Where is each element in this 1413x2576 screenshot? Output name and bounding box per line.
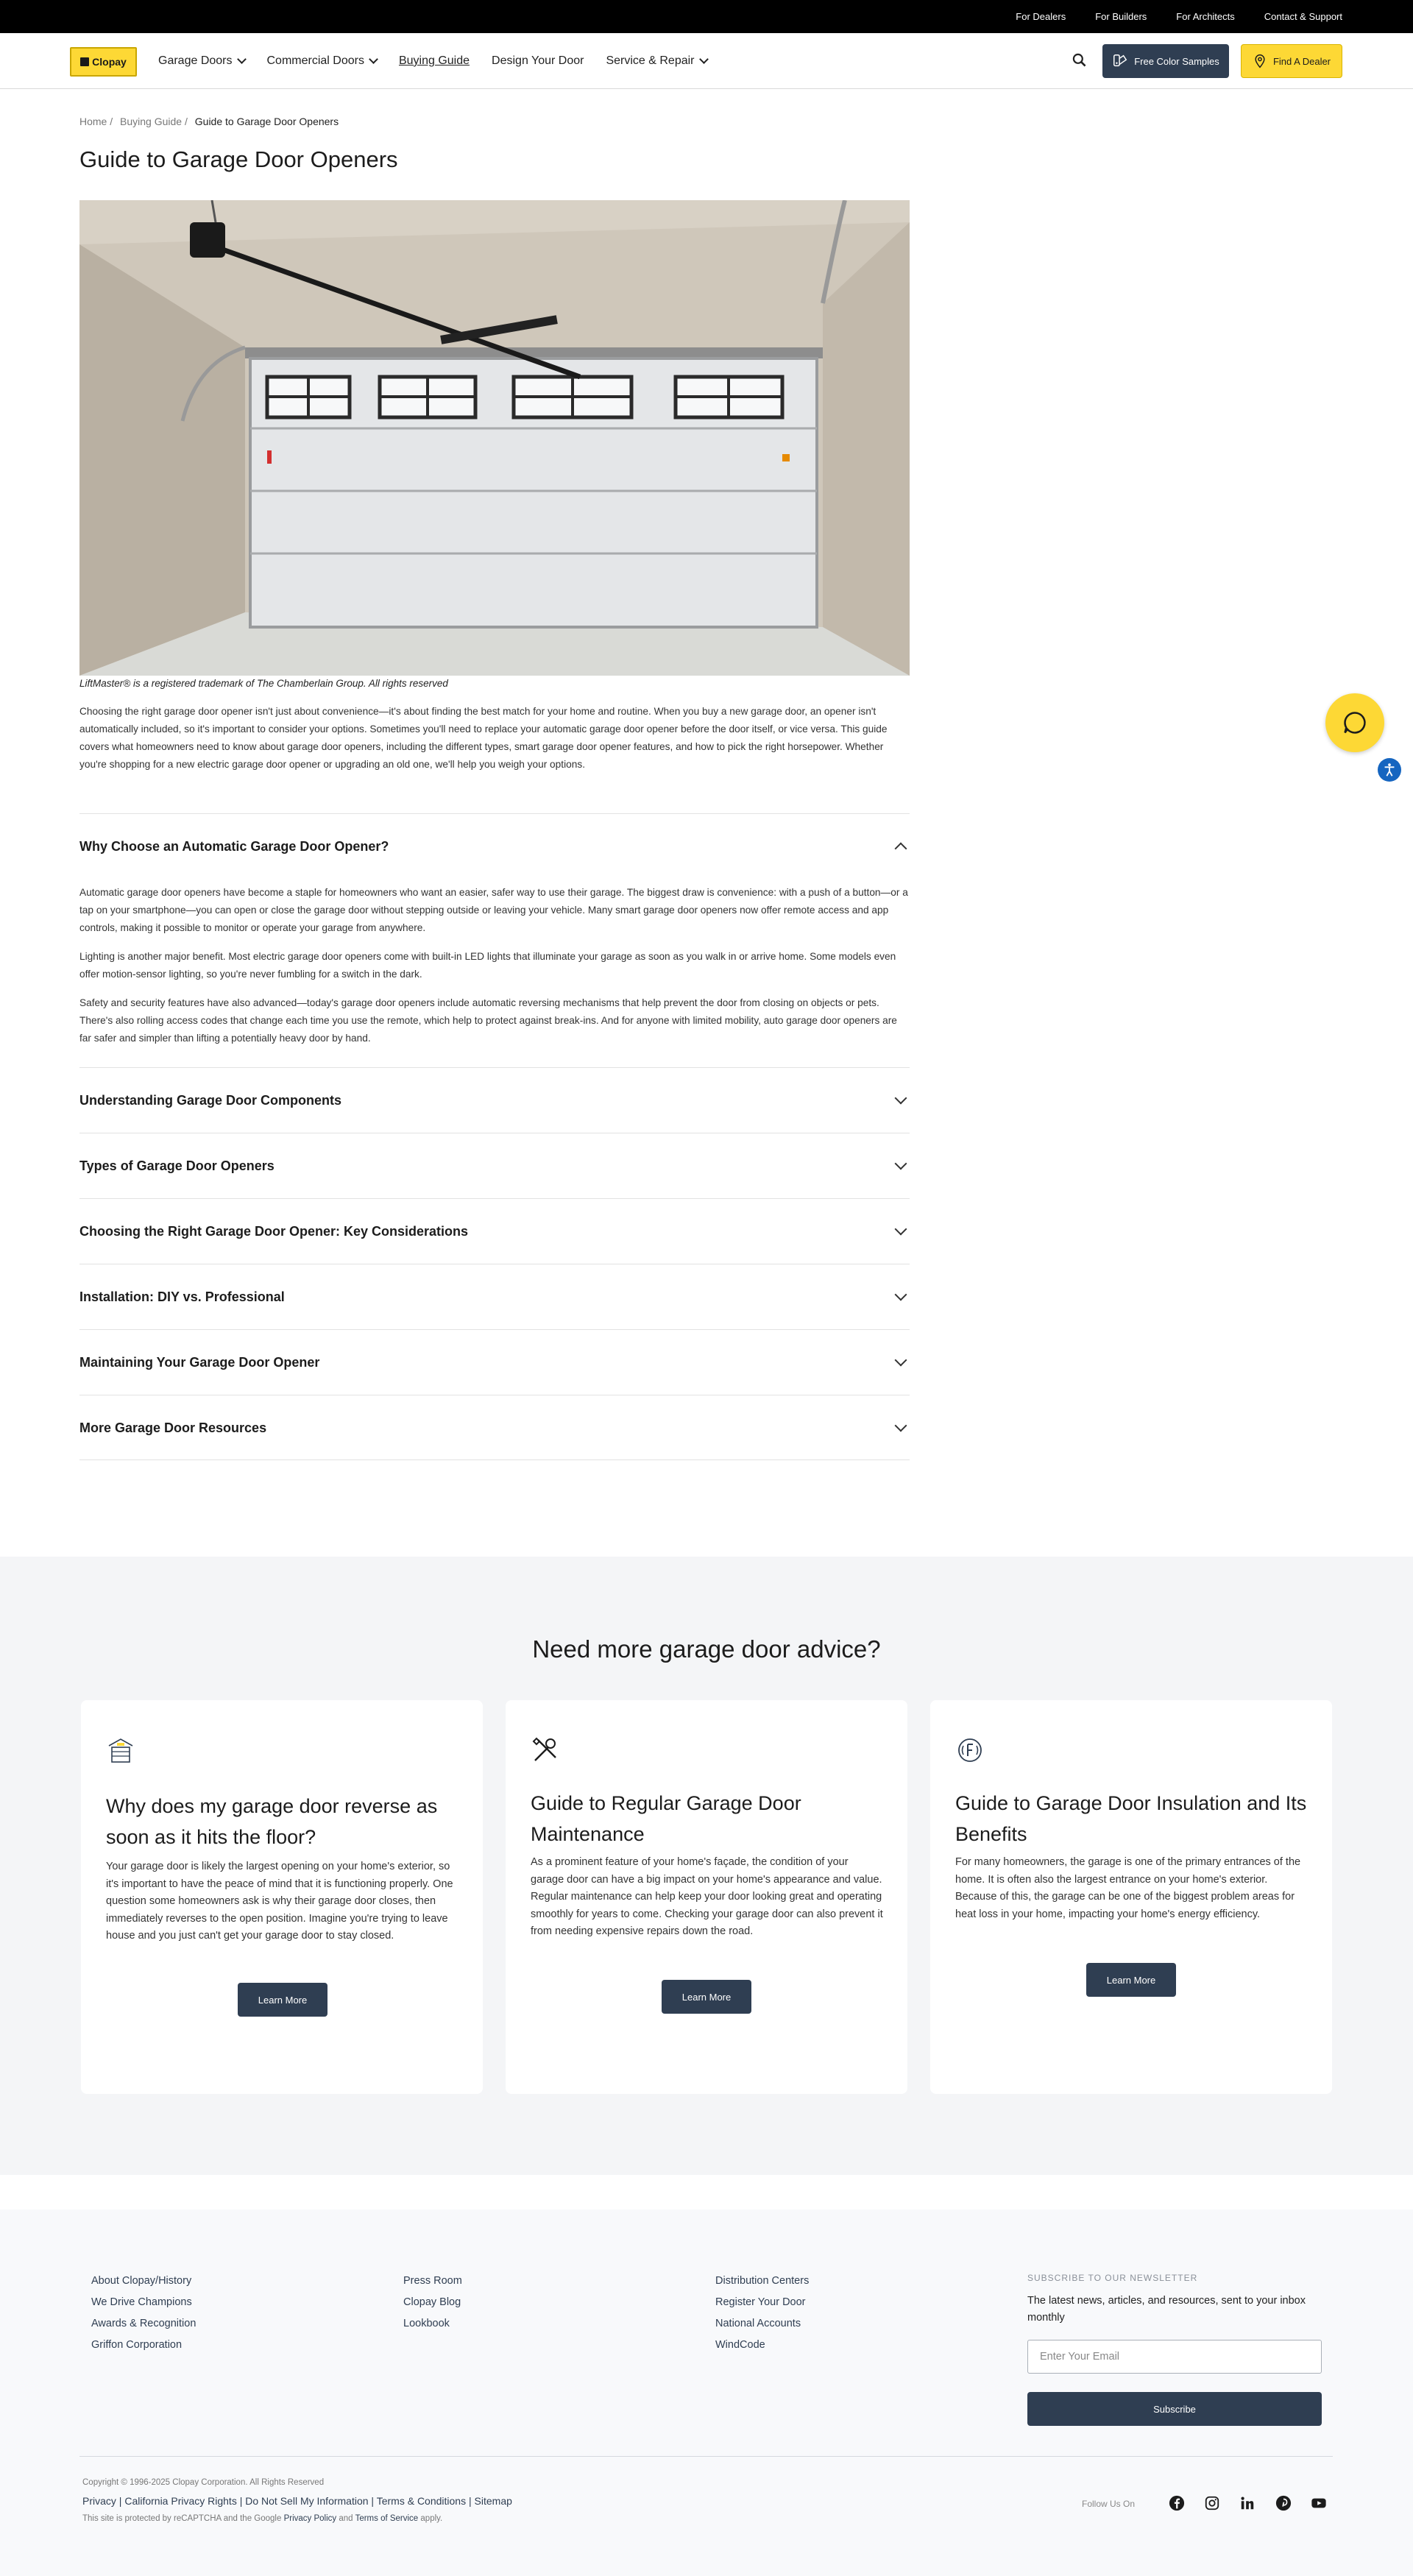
nav-design-your-door[interactable] — [492, 54, 584, 68]
accordion-title: Maintaining Your Garage Door Opener — [79, 1354, 320, 1370]
nav-label: Garage Doors — [158, 54, 233, 67]
legal-links: Privacy | California Privacy Rights | Do Not Sell My Information | Terms & Conditions | Sitemap — [82, 2495, 512, 2507]
accordion-title: Choosing the Right Garage Door Opener: Key Considerations — [79, 1223, 469, 1239]
footer-link[interactable]: Lookbook — [403, 2318, 450, 2329]
footer-divider — [79, 2456, 1333, 2457]
advice-card — [81, 1700, 483, 2094]
chevron-up-icon — [895, 843, 907, 855]
breadcrumb: Home / Buying Guide / Guide to Garage Door Openers — [79, 116, 339, 127]
recaptcha-text: This site is protected by reCAPTCHA and the Google — [82, 2514, 282, 2523]
youtube-icon[interactable] — [1309, 2494, 1328, 2513]
accordion-header[interactable] — [79, 1264, 910, 1329]
accordion-header[interactable] — [79, 1330, 910, 1395]
advice-card — [930, 1700, 1332, 2094]
intro-paragraph: Choosing the right garage door opener isn't just about convenience—it's about finding the best match for your home and routine. When you buy a new garage door, an opener isn't automatically included, so it's important to consider your options. Sometimes you'll need to replace your automatic garage door opener before the door itself, or vice versa. This guide covers what homeowners need to know about garage door openers, including the different types, smart garage door opener features, and how to pick the right horsepower. Whether you're shopping for a new electric garage door opener or upgrading an old one, we'll help you weigh your options. — [79, 706, 888, 770]
search-icon[interactable] — [1070, 51, 1089, 70]
footer-link[interactable]: About Clopay/History — [91, 2275, 192, 2287]
card-title: Guide to Regular Garage Door Maintenance — [531, 1792, 801, 1845]
garage-icon — [106, 1735, 135, 1765]
footer-link[interactable]: WindCode — [715, 2339, 765, 2351]
garage-interior-illustration — [79, 200, 910, 676]
dealer-label: Find A Dealer — [1272, 55, 1331, 67]
facebook-icon[interactable] — [1167, 2494, 1186, 2513]
chevron-down-icon — [237, 54, 247, 64]
accordion-paragraph: Safety and security features have also advanced—today's garage door openers include automatic reversing mechanisms that help prevent the door from closing on objects or pets. There's also rolling access codes that change each time you use the remote, which help to protect against break-ins. And for anyone with limited mobility, auto garage door openers are far safer and simpler than lifting a potentially heavy door by hand. — [79, 997, 897, 1044]
clopay-logo[interactable] — [70, 47, 137, 77]
instagram-icon[interactable] — [1203, 2494, 1222, 2513]
footer-column — [715, 2271, 809, 2356]
site-header — [0, 33, 1413, 89]
accordion-body — [79, 879, 910, 1047]
link-terms[interactable]: Terms & Conditions — [376, 2495, 467, 2507]
accordion-item-types — [79, 1133, 910, 1198]
copyright-text: Copyright © 1996-2025 Clopay Corporation. All Rights Reserved — [82, 2478, 325, 2487]
accordion-item-key-considerations — [79, 1198, 910, 1264]
nav-buying-guide[interactable] — [399, 54, 470, 68]
logo-text: Clopay — [92, 56, 127, 68]
link-contact-support[interactable]: Contact & Support — [1264, 11, 1342, 22]
breadcrumb-current: Guide to Garage Door Openers — [194, 116, 339, 127]
nav-label: Buying Guide — [398, 54, 470, 67]
chat-button[interactable] — [1325, 693, 1384, 752]
newsletter-text: The latest news, articles, and resources, sent to your inbox monthly — [1027, 2295, 1306, 2324]
link-google-privacy[interactable]: Privacy Policy — [283, 2514, 337, 2523]
advice-card — [506, 1700, 907, 2094]
chevron-down-icon — [895, 1354, 907, 1367]
pinterest-icon[interactable] — [1274, 2494, 1293, 2513]
accordion-title: Understanding Garage Door Components — [79, 1092, 342, 1108]
accordion-item-maintaining — [79, 1329, 910, 1395]
accessibility-button[interactable] — [1378, 758, 1401, 782]
link-do-not-sell[interactable]: Do Not Sell My Information — [245, 2495, 369, 2507]
footer-link[interactable]: Distribution Centers — [715, 2275, 810, 2287]
accordion-item-resources — [79, 1395, 910, 1460]
accordion-item-why-automatic — [79, 813, 910, 1058]
recaptcha-text: and — [339, 2514, 353, 2523]
follow-label: Follow Us On — [1082, 2499, 1136, 2509]
accessibility-icon — [1381, 762, 1398, 778]
hero-image — [79, 200, 910, 676]
card-text: As a prominent feature of your home's façade, the condition of your garage door can have a big impact on your home's appearance and value. Regular maintenance can help keep your door looking great and operating smoothly for years to come. Checking your garage door can also prevent it from needing expensive repairs down the road. — [531, 1856, 883, 1937]
link-for-builders[interactable]: For Builders — [1095, 11, 1147, 22]
chevron-down-icon — [895, 1420, 907, 1432]
nav-service-repair[interactable] — [606, 54, 706, 68]
card-text: Your garage door is likely the largest opening on your home's exterior, so it's important to have the peace of mind that it is functioning properly. One question some homeowners ask is why their garage door closes, then immediately reverses to the open position. Imagine you're trying to leave house and you just can't get your garage door to stay closed. — [106, 1861, 453, 1942]
location-pin-icon — [1253, 53, 1267, 69]
advice-section — [0, 1557, 1413, 2175]
footer-link[interactable]: Griffon Corporation — [91, 2339, 183, 2351]
linkedin-icon[interactable] — [1238, 2494, 1257, 2513]
chevron-down-icon — [895, 1223, 907, 1236]
accordion-title: Installation: DIY vs. Professional — [79, 1289, 285, 1304]
chevron-down-icon — [895, 1092, 907, 1105]
link-sitemap[interactable]: Sitemap — [474, 2495, 512, 2507]
footer-link[interactable]: Press Room — [403, 2275, 462, 2287]
find-a-dealer-button[interactable] — [1241, 44, 1342, 78]
chevron-down-icon — [895, 1289, 907, 1301]
nav-label: Service & Repair — [606, 54, 695, 67]
logo-mark-icon — [80, 57, 89, 66]
accordion-title: Types of Garage Door Openers — [79, 1158, 275, 1173]
hero-caption: LiftMaster® is a registered trademark of The Chamberlain Group. All rights reserved — [79, 678, 448, 689]
insulation-icon — [955, 1735, 985, 1765]
advice-heading: Need more garage door advice? — [532, 1635, 881, 1663]
footer-link[interactable]: National Accounts — [715, 2318, 801, 2329]
nav-commercial-doors[interactable] — [267, 54, 377, 68]
accordion-header[interactable] — [79, 1395, 910, 1460]
footer-link[interactable]: Clopay Blog — [403, 2296, 461, 2308]
footer-link[interactable]: Awards & Recognition — [91, 2318, 196, 2329]
accordion-header[interactable] — [79, 1068, 910, 1133]
learn-more-button[interactable]: Learn More — [1086, 1963, 1176, 1997]
recaptcha-text: apply. — [420, 2514, 443, 2523]
chevron-down-icon — [369, 54, 378, 64]
link-google-terms[interactable]: Terms of Service — [355, 2514, 419, 2523]
accordion-paragraph: Automatic garage door openers have become a staple for homeowners who want an easier, safer way to use their garage. The biggest draw is convenience: with a push of a button—or a tap on your smartphone—you can open or close the garage door without stepping outside or leaving your vehicle. Many smart garage door openers now offer remote access and app controls, making it possible to monitor or operate your garage from anywhere. — [79, 887, 908, 933]
link-for-dealers[interactable]: For Dealers — [1016, 11, 1066, 22]
page-title: Guide to Garage Door Openers — [79, 146, 398, 172]
site-footer — [0, 2209, 1413, 2576]
chevron-down-icon — [699, 54, 709, 64]
top-bar — [0, 0, 1413, 33]
nav-label: Commercial Doors — [266, 54, 364, 67]
accordion-title: Why Choose an Automatic Garage Door Opener? — [79, 838, 389, 854]
nav-label: Design Your Door — [492, 54, 584, 67]
chat-bubble-icon — [1341, 709, 1369, 737]
footer-column — [403, 2271, 462, 2335]
free-color-samples-button[interactable] — [1102, 44, 1229, 78]
nav-garage-doors[interactable] — [158, 54, 245, 68]
swatch-icon — [1112, 53, 1128, 69]
link-privacy[interactable]: Privacy — [82, 2495, 116, 2507]
learn-more-button[interactable]: Learn More — [238, 1983, 327, 2017]
footer-link[interactable]: Register Your Door — [715, 2296, 806, 2308]
accordion-item-installation — [79, 1264, 910, 1329]
samples-label: Free Color Samples — [1134, 55, 1219, 67]
breadcrumb-buying-guide[interactable]: Buying Guide — [120, 116, 183, 127]
accordion-header[interactable] — [79, 1133, 910, 1198]
accordion-bottom-divider — [79, 1459, 910, 1460]
footer-link[interactable]: We Drive Champions — [91, 2296, 192, 2308]
card-title: Why does my garage door reverse as soon as it hits the floor? — [106, 1795, 438, 1848]
learn-more-button[interactable]: Learn More — [662, 1980, 751, 2014]
recaptcha-notice — [82, 2514, 442, 2523]
accordion-item-components — [79, 1067, 910, 1133]
card-title: Guide to Garage Door Insulation and Its Benefits — [955, 1792, 1307, 1845]
accordion-title: More Garage Door Resources — [79, 1420, 267, 1435]
breadcrumb-home[interactable]: Home — [79, 116, 107, 127]
link-california-privacy[interactable]: California Privacy Rights — [124, 2495, 237, 2507]
newsletter-title: SUBSCRIBE TO OUR NEWSLETTER — [1027, 2273, 1198, 2283]
chevron-down-icon — [895, 1158, 907, 1170]
email-field[interactable]: Enter Your Email — [1027, 2340, 1322, 2374]
card-text: For many homeowners, the garage is one of the primary entrances of the home. It is often also the largest entrance on your home's exterior. Because of this, the garage can be one of the biggest problem areas for heat loss in your home, impacting your home's energy efficiency. — [955, 1856, 1301, 1920]
accordion-header[interactable] — [79, 814, 910, 879]
link-for-architects[interactable]: For Architects — [1176, 11, 1235, 22]
footer-column — [91, 2271, 196, 2356]
accordion-paragraph: Lighting is another major benefit. Most electric garage door openers come with built-in LED lights that illuminate your garage as soon as you walk in or arrive home. Some models even offer motion-sensor lighting, so you're never fumbling for a switch in the dark. — [79, 951, 896, 980]
subscribe-button[interactable]: Subscribe — [1027, 2392, 1322, 2426]
accordion-header[interactable] — [79, 1199, 910, 1264]
tools-icon — [531, 1735, 560, 1765]
main-nav — [158, 33, 707, 89]
